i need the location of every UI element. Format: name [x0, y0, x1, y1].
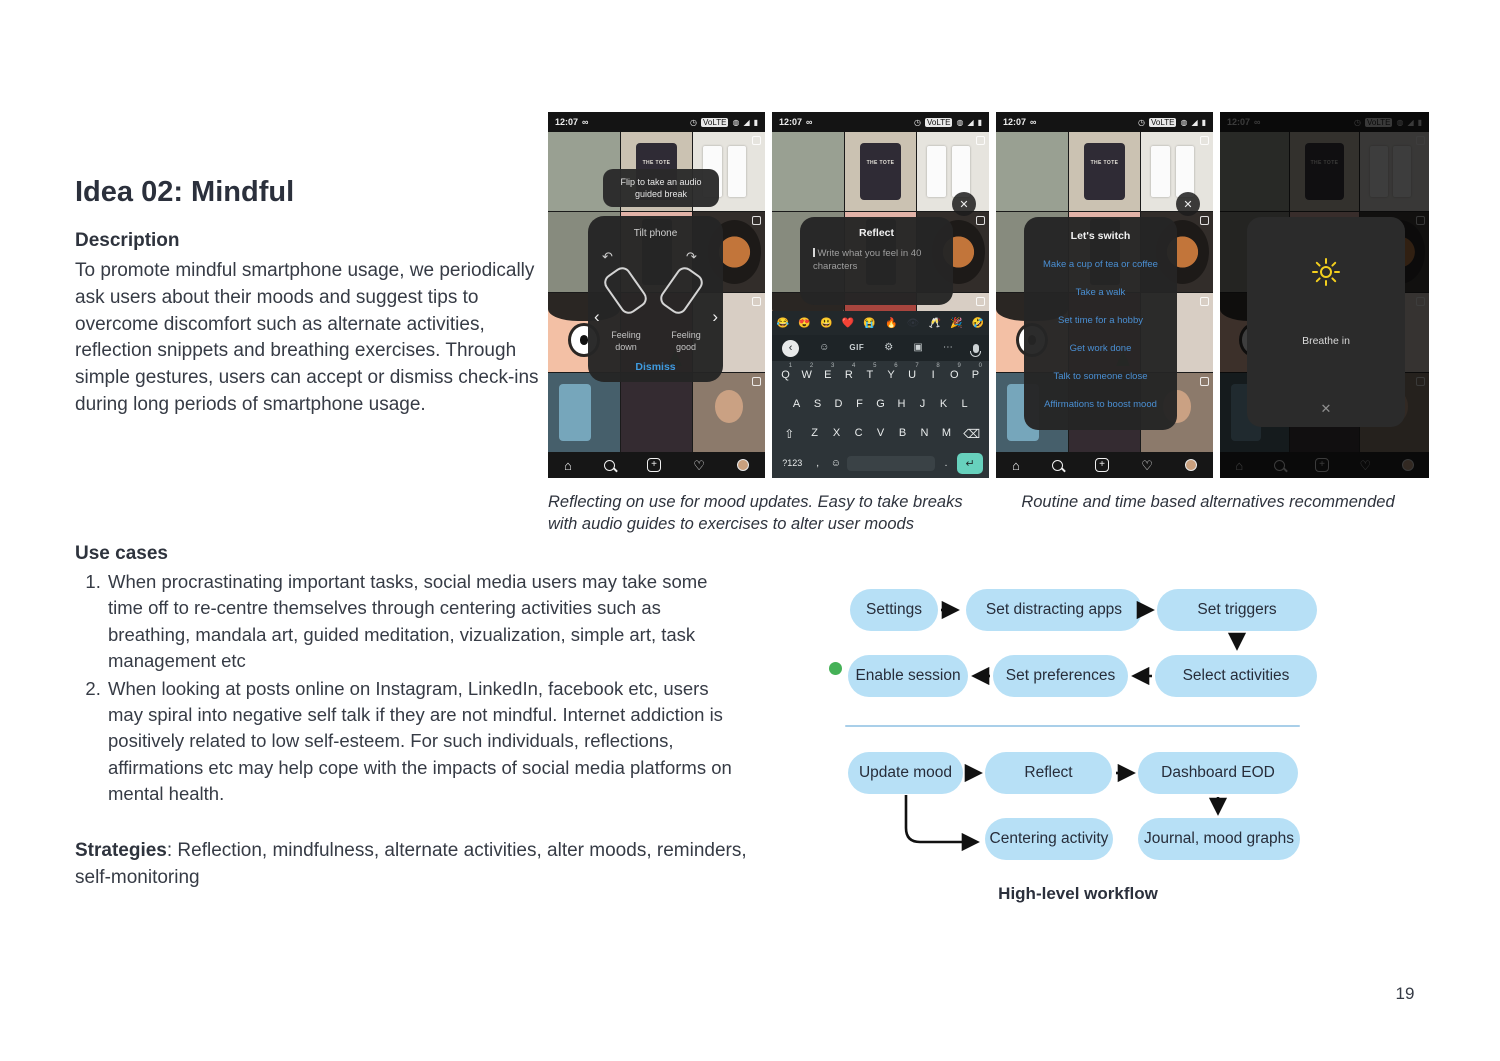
- letter-key[interactable]: F: [856, 398, 863, 410]
- signal-icon: ◢: [743, 117, 750, 127]
- period-key[interactable]: .: [944, 457, 948, 469]
- description-heading: Description: [75, 230, 180, 251]
- break-tooltip: Flip to take an audio guided break: [603, 169, 719, 207]
- feeling-good-label: Feeling good: [671, 330, 701, 352]
- high-level-workflow-diagram: [820, 575, 1340, 920]
- tilt-phone-left-icon: [601, 264, 651, 317]
- page-title: Idea 02: Mindful: [75, 176, 295, 208]
- bottom-nav-bar: [548, 452, 765, 478]
- emoji[interactable]: 😍: [798, 317, 811, 329]
- letter-key[interactable]: R 4: [844, 363, 856, 381]
- workflow-node-update-mood: Update mood: [848, 752, 963, 794]
- tilt-phone-right-icon: [657, 264, 707, 317]
- space-bar[interactable]: [847, 456, 935, 471]
- caption-screens-right: Routine and time based alternatives recommended: [1021, 493, 1395, 511]
- save-icon: [976, 297, 985, 306]
- feeling-down-label: Feeling down: [611, 330, 641, 352]
- photo-tile: [1069, 132, 1141, 211]
- letter-key[interactable]: K: [939, 398, 948, 410]
- letter-key[interactable]: G: [876, 398, 885, 410]
- save-icon: [1200, 136, 1209, 145]
- tote-text: THE TOTE: [866, 160, 895, 167]
- mic-icon[interactable]: [973, 344, 979, 353]
- text-cursor: [813, 248, 815, 257]
- phone-screenshot-lets-switch: [996, 112, 1213, 478]
- home-icon[interactable]: ⌂: [1012, 457, 1020, 473]
- photo-tile: [621, 373, 693, 452]
- backspace-key-icon[interactable]: ⌫: [963, 426, 981, 441]
- phone-screenshot-tilt-checkin: [548, 112, 765, 478]
- workflow-divider: [845, 725, 1300, 727]
- key-superscript: 3: [830, 363, 835, 369]
- use-cases-heading: Use cases: [75, 543, 168, 564]
- phone-mockup-photo: [952, 146, 971, 197]
- workflow-node-dashboard-eod: Dashboard EOD: [1138, 752, 1298, 794]
- emoji-suggestion-row: [772, 311, 989, 335]
- emoji[interactable]: 🤣: [971, 317, 985, 329]
- photo-tile: [693, 373, 765, 452]
- portrait-photo: [715, 390, 744, 423]
- rotate-left-arrow-icon: ↶: [602, 249, 613, 264]
- workflow-node-set-distracting-apps: Set distracting apps: [966, 589, 1142, 631]
- emoji[interactable]: 🔥: [884, 317, 898, 329]
- key-row-3: [772, 419, 989, 448]
- save-icon: [976, 216, 985, 225]
- emoji[interactable]: 😂: [776, 317, 790, 329]
- signal-icon: ◢: [1191, 117, 1198, 127]
- key-superscript: 4: [852, 363, 856, 369]
- bottle-photo: [559, 384, 591, 441]
- heart-icon[interactable]: ♡: [1141, 457, 1153, 473]
- data-saver-icon: ◍: [732, 117, 740, 127]
- switch-option[interactable]: Affirmations to boost mood: [1044, 398, 1157, 410]
- reflect-placeholder: Write what you feel in 40 characters: [813, 248, 922, 273]
- letter-key[interactable]: X: [832, 427, 841, 439]
- letter-key[interactable]: D: [834, 398, 843, 410]
- headset-icon: ∞: [806, 117, 813, 127]
- letter-key[interactable]: P 0: [971, 363, 982, 381]
- save-icon: [976, 136, 985, 145]
- close-icon[interactable]: ✕: [952, 192, 976, 216]
- tilt-modal-title: Tilt phone: [633, 228, 678, 239]
- key-superscript: 6: [894, 363, 898, 369]
- phone-mockup-photo: [1151, 146, 1170, 197]
- letter-key[interactable]: U 7: [908, 363, 919, 381]
- save-icon: [752, 136, 761, 145]
- close-icon[interactable]: ✕: [1176, 192, 1200, 216]
- page-number: 19: [1395, 984, 1415, 1003]
- key-superscript: 5: [873, 363, 877, 369]
- strategies-label: Strategies: [75, 840, 167, 861]
- reflect-modal: [800, 217, 953, 305]
- tote-bag-photo: [1084, 143, 1124, 200]
- shift-key-icon[interactable]: ⇧: [784, 426, 795, 441]
- create-post-icon[interactable]: +: [647, 458, 661, 472]
- search-icon[interactable]: [604, 460, 615, 471]
- phone-mockup-photo: [728, 146, 747, 197]
- bottom-nav-bar: [996, 452, 1213, 478]
- strategies-paragraph: [75, 837, 765, 891]
- emoji[interactable]: 😭: [863, 317, 876, 329]
- chevron-right-icon: ›: [712, 307, 718, 326]
- workflow-caption: High-level workflow: [998, 884, 1158, 903]
- comma-key[interactable]: ,: [816, 457, 819, 469]
- photo-tile: [996, 132, 1068, 211]
- key-superscript: 7: [915, 363, 919, 369]
- letter-key[interactable]: C: [854, 427, 863, 439]
- profile-avatar-icon[interactable]: [1185, 459, 1197, 471]
- workflow-node-set-triggers: Set triggers: [1157, 589, 1317, 631]
- search-icon[interactable]: [1052, 460, 1063, 471]
- data-saver-icon: ◍: [1180, 117, 1188, 127]
- letter-key[interactable]: I 8: [931, 363, 940, 381]
- key-superscript: 8: [936, 363, 940, 369]
- workflow-node-journal-mood-graphs: Journal, mood graphs: [1138, 818, 1300, 860]
- switch-option[interactable]: Talk to someone close: [1053, 370, 1148, 382]
- letter-key[interactable]: Q 1: [781, 363, 793, 381]
- letter-key[interactable]: W 2: [801, 363, 814, 381]
- headset-icon: ∞: [1030, 117, 1037, 127]
- reflect-input[interactable]: [813, 247, 943, 274]
- alarm-icon: ◷: [914, 117, 922, 127]
- chevron-left-icon: ‹: [594, 307, 600, 326]
- letter-key[interactable]: A: [792, 398, 801, 410]
- letter-key[interactable]: N: [920, 427, 929, 439]
- switch-modal-title: Let's switch: [1070, 230, 1131, 242]
- switch-option[interactable]: Get work done: [1069, 342, 1132, 354]
- reflect-modal-title: Reflect: [858, 227, 894, 239]
- use-case-item-2: 2. When looking at posts online on Instagram, LinkedIn, facebook etc, users may spiral into negative self talk if they are not mindful. Internet addiction is positively related to low self-esteem. For such individuals, reflections, affirmations etc may help cope with the impacts of social media platforms on mental health.: [106, 676, 746, 809]
- status-bar: [548, 112, 765, 132]
- key-row-2: [772, 390, 989, 419]
- save-icon: [752, 297, 761, 306]
- save-icon: [1200, 216, 1209, 225]
- save-icon: [752, 216, 761, 225]
- letter-key[interactable]: T 5: [866, 363, 877, 381]
- key-row-1: [772, 361, 989, 390]
- headset-icon: ∞: [582, 117, 589, 127]
- cartoon-pupil: [580, 335, 589, 345]
- battery-icon: ▮: [753, 117, 758, 127]
- letter-key[interactable]: E 3: [824, 363, 835, 381]
- create-post-icon[interactable]: +: [1095, 458, 1109, 472]
- volte-badge: VoLTE: [703, 117, 727, 127]
- photo-tile: [772, 132, 844, 211]
- translate-icon[interactable]: ▣: [913, 342, 923, 353]
- volte-badge: VoLTE: [1151, 117, 1175, 127]
- workflow-node-select-activities: Select activities: [1155, 655, 1317, 697]
- settings-gear-icon[interactable]: ⚙: [884, 342, 894, 353]
- gif-button[interactable]: GIF: [849, 343, 865, 352]
- more-icon[interactable]: ⋯: [942, 342, 953, 353]
- tote-bag-photo: [860, 143, 900, 200]
- emoji[interactable]: ❤️: [841, 317, 855, 329]
- phone-mockup-photo: [1176, 146, 1195, 197]
- workflow-node-reflect: Reflect: [985, 752, 1112, 794]
- status-bar: [996, 112, 1213, 132]
- emoji[interactable]: 😃: [819, 317, 833, 329]
- letter-key[interactable]: B: [898, 427, 907, 439]
- letter-key[interactable]: Y 6: [887, 363, 898, 381]
- data-saver-icon: ◍: [956, 117, 964, 127]
- letter-key[interactable]: S: [813, 398, 822, 410]
- active-step-dot: [829, 662, 842, 675]
- photo-tile: [548, 373, 620, 452]
- sticker-icon[interactable]: ☺: [819, 342, 830, 353]
- phone-screenshot-breathe: [1220, 112, 1429, 478]
- profile-avatar-icon[interactable]: [737, 459, 749, 471]
- letter-key[interactable]: M: [941, 427, 952, 439]
- switch-modal: [1024, 217, 1177, 430]
- tilt-modal: [588, 216, 723, 382]
- save-icon: [1200, 297, 1209, 306]
- letter-key[interactable]: L: [961, 398, 968, 410]
- use-cases-list: [75, 569, 746, 809]
- battery-icon: ▮: [1201, 117, 1206, 127]
- keyboard-toolbar: [772, 335, 989, 361]
- status-time: 12:07: [1003, 117, 1027, 127]
- use-case-item-1: 1. When procrastinating important tasks, social media users may take some time off to re-centre themselves through centering activities such as breathing, mandala art, guided meditation, vizualization, simple art, task management etc: [106, 569, 746, 676]
- alarm-icon: ◷: [690, 117, 698, 127]
- sun-icon: [1247, 255, 1405, 289]
- workflow-node-settings: Settings: [850, 589, 938, 631]
- letter-key[interactable]: O 9: [950, 363, 961, 381]
- switch-option[interactable]: Set time for a hobby: [1057, 315, 1144, 327]
- heart-icon[interactable]: ♡: [693, 457, 705, 473]
- description-body: To promote mindful smartphone usage, we periodically ask users about their moods and suggest tips to overcome discomfort such as alternate activities, reflection snippets and breathing exercises. Through simple gestures, users can accept or dismiss check-ins during long periods of smartphone usage.: [75, 260, 539, 415]
- letter-key[interactable]: Z: [811, 427, 818, 439]
- reels-icon: [1200, 377, 1209, 386]
- switch-option[interactable]: Take a walk: [1075, 287, 1126, 299]
- phone-screenshot-reflect: [772, 112, 989, 478]
- alarm-icon: ◷: [1138, 117, 1146, 127]
- tilt-gesture-icons: [588, 250, 723, 330]
- photo-tile: [845, 132, 917, 211]
- emoji[interactable]: 👁: [906, 317, 920, 329]
- enter-key[interactable]: ↵: [957, 453, 983, 474]
- key-superscript: 9: [957, 363, 961, 369]
- strategies-body: : Reflection, mindfulness, alternate activities, alter moods, reminders, self-monitoring: [75, 840, 747, 888]
- close-icon[interactable]: ✕: [1320, 401, 1332, 416]
- key-superscript: 1: [788, 363, 793, 369]
- emoji-key-icon[interactable]: ☺: [830, 457, 841, 469]
- volte-badge: VoLTE: [927, 117, 951, 127]
- breathe-label: Breathe in: [1302, 335, 1350, 347]
- symbols-key[interactable]: ?123: [782, 458, 803, 468]
- onscreen-keyboard: [772, 311, 989, 478]
- reels-icon: [752, 377, 761, 386]
- workflow-node-centering-activity: Centering activity: [985, 818, 1113, 860]
- workflow-node-set-preferences: Set preferences: [993, 655, 1128, 697]
- key-row-bottom: [772, 448, 989, 478]
- breathe-modal: [1247, 217, 1405, 427]
- switch-option[interactable]: Make a cup of tea or coffee: [1043, 259, 1158, 271]
- switch-options-list: [1024, 251, 1177, 418]
- key-superscript: 2: [809, 363, 814, 369]
- tote-text: THE TOTE: [642, 160, 671, 167]
- letter-key[interactable]: J: [919, 398, 926, 410]
- rotate-right-arrow-icon: ↷: [686, 249, 697, 264]
- emoji[interactable]: 🎉: [950, 317, 963, 329]
- tote-text: THE TOTE: [1090, 160, 1119, 167]
- emoji[interactable]: 🥂: [928, 317, 942, 329]
- workflow-node-enable-session: Enable session: [848, 655, 968, 697]
- home-icon[interactable]: ⌂: [564, 457, 572, 473]
- caption-screens-left: Reflecting on use for mood updates. Easy to take breaks with audio guides to exercises to alter user moods: [548, 493, 963, 533]
- phone-mockup-photo: [927, 146, 946, 197]
- keyboard-back-button[interactable]: ‹: [782, 340, 799, 357]
- status-bar: [772, 112, 989, 132]
- status-time: 12:07: [779, 117, 803, 127]
- signal-icon: ◢: [967, 117, 974, 127]
- dismiss-button[interactable]: Dismiss: [635, 361, 676, 373]
- letter-key[interactable]: V: [876, 427, 885, 439]
- status-time: 12:07: [555, 117, 579, 127]
- battery-icon: ▮: [977, 117, 982, 127]
- letter-key[interactable]: H: [897, 398, 906, 410]
- key-superscript: 0: [978, 363, 982, 369]
